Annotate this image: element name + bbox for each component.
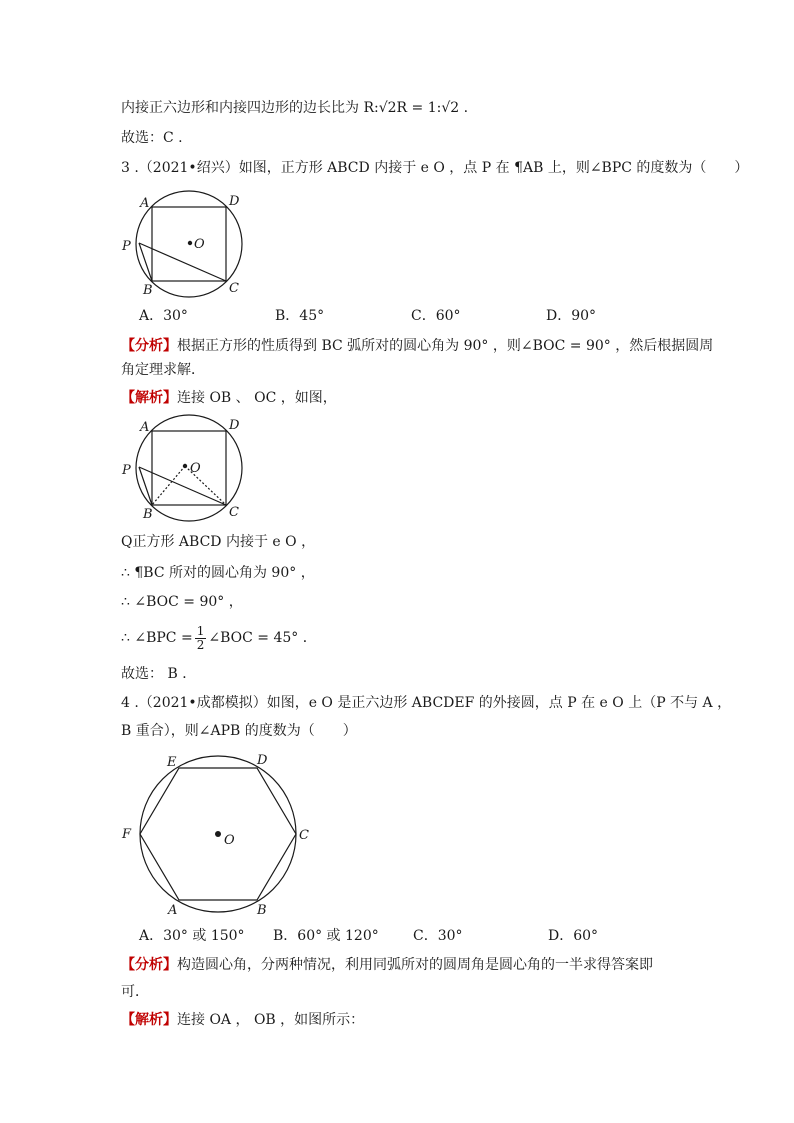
label-o: O [190,461,201,476]
analysis-q4-line1 [121,955,653,975]
solution-q4-line [121,1010,364,1030]
center-dot [215,831,221,837]
figure-hexagon-inscribed [118,750,318,920]
text-line-side-ratio: 内接正六边形和内接四边形的边长比为 R:√2R = 1:√2 . [121,100,469,116]
solution-tag: 【解析】 [121,1012,177,1028]
option-d: D．90° [546,308,597,324]
label-o: O [224,833,235,848]
step-4-prefix: ∴ ∠BPC = [121,630,193,646]
fraction-half [195,625,207,652]
analysis-text: 根据正方形的性质得到 BC 弧所对的圆心角为 90° ，则∠BOC = 90° ，然后根据圆周 [177,338,714,354]
label-p: P [122,239,131,254]
center-dot [188,241,192,245]
solution-text: 连接 OB 、 OC ，如图， [177,390,337,406]
label-a: A [168,903,178,918]
option-b: B．60° 或 120° [273,928,379,944]
question-3: 3 .（2021•绍兴）如图，正方形 ABCD 内接于 e O ，点 P 在 ¶AB 上，则∠BPC 的度数为（ ） [121,160,749,176]
step-1: Q正方形 ABCD 内接于 e O ， [121,534,316,550]
label-b: B [143,283,153,298]
label-a: A [140,420,150,435]
label-b: B [143,507,153,522]
label-p: P [122,463,131,478]
label-o: O [194,237,205,252]
label-e: E [167,755,177,770]
option-d: D．60° [548,928,599,944]
label-d: D [257,753,268,768]
solution-q3-line [121,388,337,408]
option-c: C．30° [413,928,463,944]
fraction-denominator: 2 [196,637,205,652]
step-4-suffix: ∠BOC = 45° ． [208,630,317,646]
analysis-q3-line1 [121,336,713,356]
fraction-numerator: 1 [196,623,205,638]
analysis-tag: 【分析】 [121,957,177,973]
step-4 [121,624,317,652]
text-line-answer-prev: 故选：C . [121,130,183,146]
solution-tag: 【解析】 [121,390,177,406]
label-a: A [140,196,150,211]
question-4-line1: 4 .（2021•成都模拟）如图，e O 是正六边形 ABCDEF 的外接圆，点 P 在 e O 上（P 不与 A ， [121,695,732,711]
figure-square-with-radii [118,414,253,526]
label-d: D [229,418,240,433]
label-c: C [229,505,239,520]
analysis-q4-line2: 可． [121,984,149,1000]
step-3: ∴ ∠BOC = 90° ， [121,594,243,610]
analysis-tag: 【分析】 [121,338,177,354]
option-b: B．45° [275,308,325,324]
label-c: C [299,828,309,843]
label-f: F [122,827,132,842]
analysis-q3-line2: 角定理求解． [121,362,205,378]
question-4-line2: B 重合），则∠APB 的度数为（ ） [121,723,357,739]
option-a: A．30° [139,308,188,324]
answer-q3: 故选： B ． [121,666,197,682]
analysis-text: 构造圆心角，分两种情况，利用同弧所对的圆周角是圆心角的一半求得答案即 [177,957,653,973]
option-a: A．30° 或 150° [139,928,245,944]
figure-square-inscribed [118,190,253,302]
step-2: ∴ ¶BC 所对的圆心角为 90° ， [121,565,315,581]
label-c: C [229,281,239,296]
option-c: C．60° [411,308,461,324]
center-dot [183,464,187,468]
label-d: D [229,194,240,209]
label-b: B [257,903,267,918]
solution-text: 连接 OA ， OB ，如图所示： [177,1012,365,1028]
